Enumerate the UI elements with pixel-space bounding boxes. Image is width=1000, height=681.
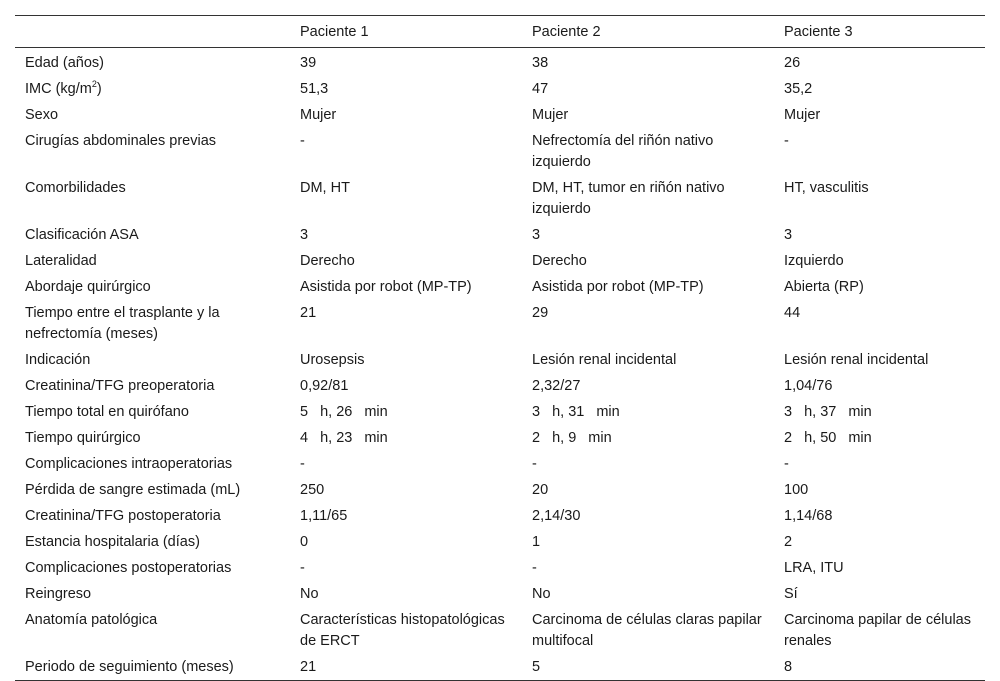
row-label: Estancia hospitalaria (días) — [25, 534, 200, 550]
cell-patient-1: Asistida por robot (MP-TP) — [300, 279, 472, 295]
cell-patient-1: 21 — [300, 305, 317, 321]
cell-patient-1: Características histopatológicas de ERCT — [300, 612, 505, 649]
table-body — [15, 48, 985, 681]
row-label — [15, 76, 290, 102]
table-header — [15, 16, 985, 48]
cell-patient-1: 250 — [300, 482, 325, 498]
cell-patient-2: Carcinoma de células claras papilar multifocal — [532, 612, 762, 649]
cell-patient-3: Lesión renal incidental — [784, 352, 929, 368]
cell-patient-3: 8 — [784, 659, 793, 675]
minutes-unit: min — [848, 430, 872, 446]
row-clasificacion-asa — [15, 222, 985, 248]
minutes-value: 9 — [568, 430, 577, 446]
imc-label-superscript: 2 — [91, 79, 97, 90]
cell-patient-2: 5 — [532, 659, 541, 675]
cell-patient-2: 47 — [532, 81, 549, 97]
row-comorbilidades — [15, 175, 985, 222]
row-label: Pérdida de sangre estimada (mL) — [25, 482, 241, 498]
row-label: Creatinina/TFG postoperatoria — [25, 508, 221, 524]
hours-value: 3 — [532, 404, 541, 420]
header-row — [15, 16, 985, 48]
header-patient-3: Paciente 3 — [784, 23, 853, 40]
hours-value: 2 — [784, 430, 793, 446]
minutes-unit: min — [596, 404, 620, 420]
cell-patient-3: LRA, ITU — [784, 560, 844, 576]
row-label: Tiempo quirúrgico — [25, 430, 141, 446]
row-label: Cirugías abdominales previas — [25, 133, 217, 149]
cell-patient-3: Carcinoma papilar de células renales — [784, 612, 971, 649]
cell-patient-1: - — [300, 133, 305, 149]
imc-label-tail: ) — [96, 81, 102, 97]
minutes-unit: min — [364, 404, 388, 420]
cell-patient-2: 3 — [532, 227, 541, 243]
hours-unit: h, — [552, 404, 565, 420]
cell-patient-1: 39 — [300, 55, 317, 71]
cell-patient-1 — [290, 399, 522, 425]
row-abordaje — [15, 274, 985, 300]
minutes-unit: min — [588, 430, 612, 446]
cell-patient-2 — [522, 399, 774, 425]
hours-unit: h, — [804, 404, 817, 420]
row-creatinina-pre — [15, 373, 985, 399]
cell-patient-2: Nefrectomía del riñón nativo izquierdo — [532, 133, 714, 170]
imc-label-base: IMC (kg/m — [25, 81, 92, 97]
row-anatomia-patologica — [15, 607, 985, 654]
cell-patient-1: 0 — [300, 534, 309, 550]
row-label: Clasificación ASA — [25, 227, 139, 243]
row-tiempo-quirofano — [15, 399, 985, 425]
minutes-unit: min — [364, 430, 388, 446]
cell-patient-2: 2,32/27 — [532, 378, 581, 394]
row-complicaciones-intra — [15, 451, 985, 477]
row-estancia — [15, 529, 985, 555]
minutes-value: 37 — [820, 404, 837, 420]
cell-patient-1: Mujer — [300, 107, 337, 123]
row-label: Tiempo total en quirófano — [25, 404, 189, 420]
cell-patient-2 — [522, 425, 774, 451]
cell-patient-1: 1,11/65 — [300, 508, 348, 524]
cell-patient-3: 3 — [784, 227, 793, 243]
row-creatinina-post — [15, 503, 985, 529]
cell-patient-3 — [774, 399, 985, 425]
row-complicaciones-post — [15, 555, 985, 581]
cell-patient-3 — [774, 425, 985, 451]
cell-patient-2: Asistida por robot (MP-TP) — [532, 279, 704, 295]
row-imc — [15, 76, 985, 102]
hours-value: 5 — [300, 404, 309, 420]
row-label: Periodo de seguimiento (meses) — [25, 659, 234, 675]
row-label: Indicación — [25, 352, 91, 368]
row-reingreso — [15, 581, 985, 607]
cell-patient-2: DM, HT, tumor en riñón nativo izquierdo — [532, 180, 725, 217]
cell-patient-1: 0,92/81 — [300, 378, 349, 394]
cell-patient-1: - — [300, 560, 305, 576]
cell-patient-2: 2,14/30 — [532, 508, 581, 524]
cell-patient-2: Derecho — [532, 253, 587, 269]
row-label: Anatomía patológica — [25, 612, 158, 628]
minutes-value: 50 — [820, 430, 837, 446]
cell-patient-3: 1,04/76 — [784, 378, 833, 394]
minutes-value: 23 — [336, 430, 353, 446]
row-indicacion — [15, 347, 985, 373]
row-tiempo-trasplante — [15, 300, 985, 347]
cell-patient-1: Urosepsis — [300, 352, 365, 368]
cell-patient-3: 26 — [784, 55, 801, 71]
minutes-unit: min — [848, 404, 872, 420]
cell-patient-3: 100 — [784, 482, 809, 498]
patient-table-container — [15, 15, 985, 681]
hours-value: 4 — [300, 430, 309, 446]
row-label: Reingreso — [25, 586, 92, 602]
patient-comparison-table — [15, 15, 985, 681]
row-label: Edad (años) — [25, 55, 104, 71]
row-label: Abordaje quirúrgico — [25, 279, 151, 295]
header-empty-cell — [15, 16, 290, 48]
cell-patient-3: Mujer — [784, 107, 821, 123]
row-sexo — [15, 102, 985, 128]
cell-patient-3: - — [784, 133, 789, 149]
cell-patient-3: HT, vasculitis — [784, 180, 869, 196]
cell-patient-1: Derecho — [300, 253, 355, 269]
cell-patient-1: - — [300, 456, 305, 472]
hours-unit: h, — [552, 430, 565, 446]
cell-patient-2: - — [532, 560, 537, 576]
cell-patient-3: - — [784, 456, 789, 472]
cell-patient-3: Izquierdo — [784, 253, 844, 269]
header-patient-1: Paciente 1 — [300, 23, 369, 40]
hours-unit: h, — [320, 430, 333, 446]
hours-value: 3 — [784, 404, 793, 420]
hours-unit: h, — [320, 404, 333, 420]
row-perdida-sangre — [15, 477, 985, 503]
row-label: Lateralidad — [25, 253, 97, 269]
hours-value: 2 — [532, 430, 541, 446]
cell-patient-1: 51,3 — [300, 81, 329, 97]
cell-patient-2: No — [532, 586, 551, 602]
row-edad — [15, 48, 985, 77]
cell-patient-1: No — [300, 586, 319, 602]
row-label: Complicaciones postoperatorias — [25, 560, 232, 576]
hours-unit: h, — [804, 430, 817, 446]
cell-patient-2: 38 — [532, 55, 549, 71]
cell-patient-3: 2 — [784, 534, 793, 550]
row-label: Comorbilidades — [25, 180, 126, 196]
row-lateralidad — [15, 248, 985, 274]
cell-patient-1: DM, HT — [300, 180, 350, 196]
row-label: Creatinina/TFG preoperatoria — [25, 378, 215, 394]
cell-patient-2: 1 — [532, 534, 541, 550]
row-label: Sexo — [25, 107, 59, 123]
minutes-value: 26 — [336, 404, 353, 420]
cell-patient-1: 21 — [300, 659, 317, 675]
cell-patient-3: Sí — [784, 586, 798, 602]
cell-patient-2: Mujer — [532, 107, 569, 123]
cell-patient-1: 3 — [300, 227, 309, 243]
cell-patient-2: 29 — [532, 305, 549, 321]
cell-patient-1 — [290, 425, 522, 451]
row-label: Tiempo entre el trasplante y la nefrectomía (meses) — [25, 305, 220, 342]
cell-patient-3: Abierta (RP) — [784, 279, 864, 295]
cell-patient-2: - — [532, 456, 537, 472]
cell-patient-3: 44 — [784, 305, 801, 321]
cell-patient-3: 35,2 — [784, 81, 813, 97]
cell-patient-2: Lesión renal incidental — [532, 352, 677, 368]
cell-patient-2: 20 — [532, 482, 549, 498]
row-tiempo-quirurgico — [15, 425, 985, 451]
minutes-value: 31 — [568, 404, 585, 420]
cell-patient-3: 1,14/68 — [784, 508, 833, 524]
row-cirugias-previas — [15, 128, 985, 175]
header-patient-2: Paciente 2 — [532, 23, 601, 40]
row-label: Complicaciones intraoperatorias — [25, 456, 233, 472]
